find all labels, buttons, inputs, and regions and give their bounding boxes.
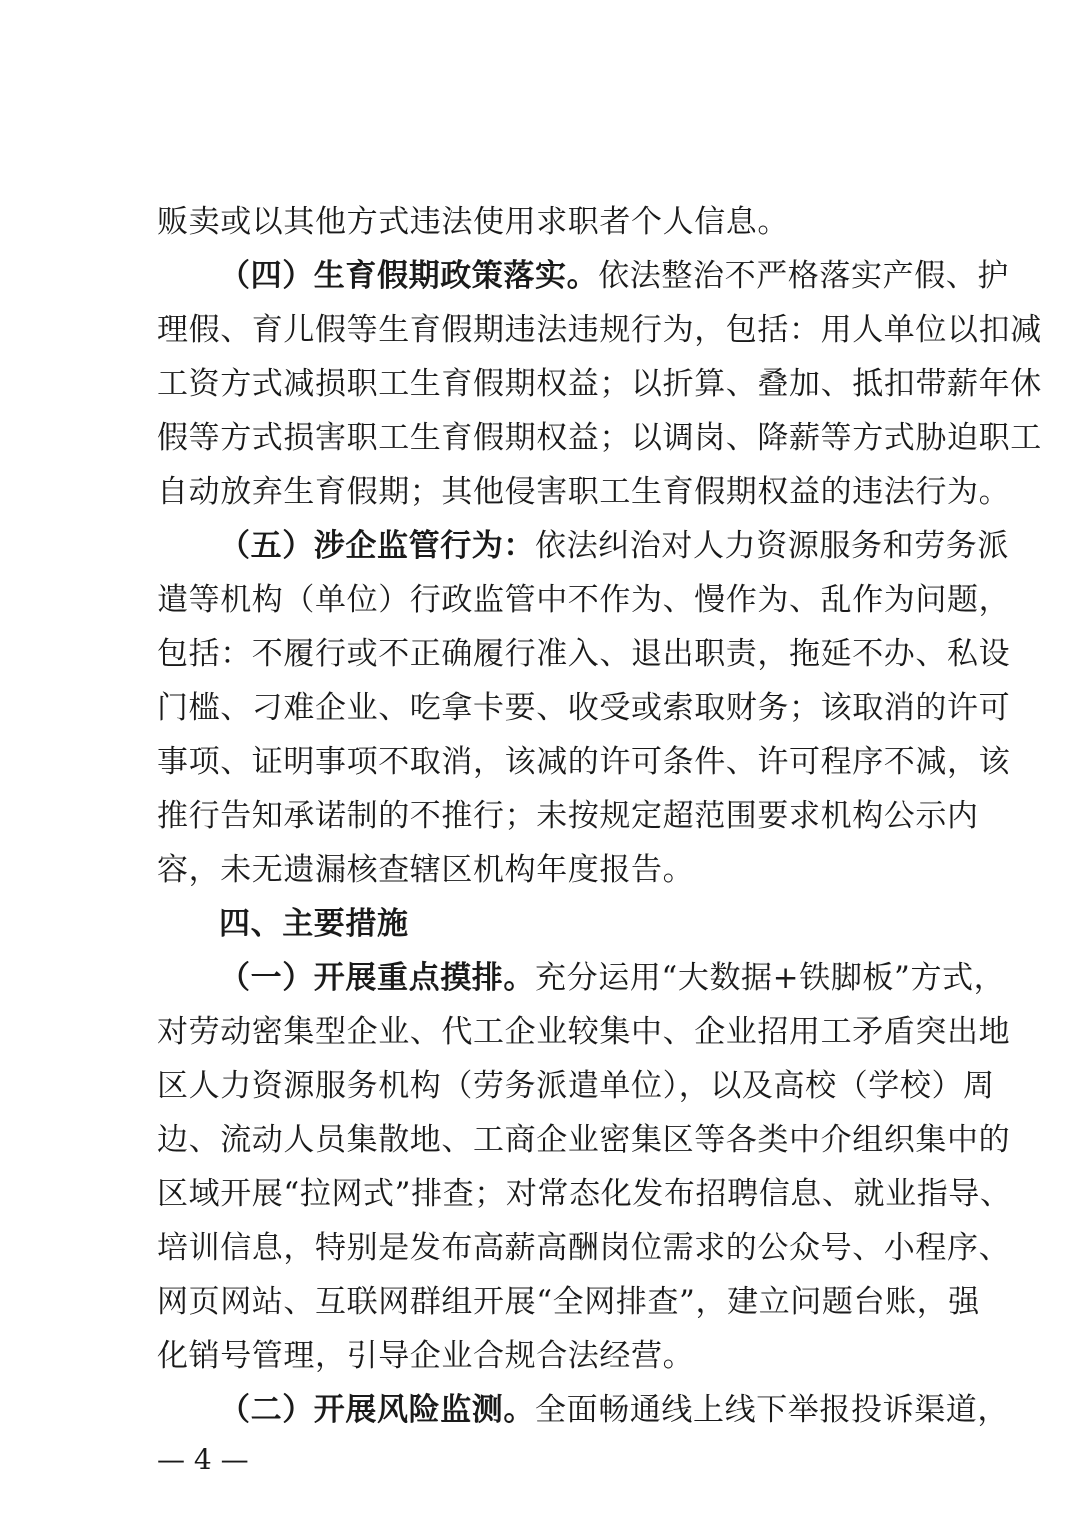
- text-line: 区域开展“拉网式”排查；对常态化发布招聘信息、就业指导、: [157, 1176, 1012, 1212]
- text-line: 理假、育儿假等生育假期违法违规行为，包括：用人单位以扣减: [157, 312, 1042, 348]
- measure-two-title: （二）开展风险监测。: [219, 1392, 535, 1428]
- paragraph-four-first-line: [219, 256, 1010, 296]
- text-line: 工资方式减损职工生育假期权益；以折算、叠加、抵扣带薪年休: [157, 366, 1042, 402]
- measure-one-title: （一）开展重点摸排。: [219, 960, 535, 996]
- text-span: 全面畅通线上线下举报投诉渠道，: [535, 1392, 1009, 1428]
- measure-two-first-line: [219, 1390, 1009, 1430]
- text-line: 包括：不履行或不正确履行准入、退出职责，拖延不办、私设: [157, 636, 1011, 672]
- paragraph-four-title: （四）生育假期政策落实。: [219, 258, 599, 294]
- text-span: 充分运用“大数据+铁脚板”方式，: [535, 960, 1006, 996]
- text-line: 事项、证明事项不取消，该减的许可条件、许可程序不减，该: [157, 744, 1011, 780]
- text-line: 推行告知承诺制的不推行；未按规定超范围要求机构公示内: [157, 798, 979, 834]
- page-number: — 4 —: [157, 1443, 249, 1476]
- text-line: 区人力资源服务机构（劳务派遣单位），以及高校（学校）周: [157, 1068, 995, 1104]
- text-line: 容，未无遗漏核查辖区机构年度报告。: [157, 852, 695, 888]
- text-line: 贩卖或以其他方式违法使用求职者个人信息。: [157, 204, 789, 240]
- text-line: 培训信息，特别是发布高薪高酬岗位需求的公众号、小程序、: [157, 1230, 1011, 1266]
- text-span: 依法纠治对人力资源服务和劳务派: [535, 528, 1009, 564]
- text-line: 对劳动密集型企业、代工企业较集中、企业招用工矛盾突出地: [157, 1014, 1011, 1050]
- text-line: 化销号管理，引导企业合规合法经营。: [157, 1338, 695, 1374]
- section-heading: 四、主要措施: [219, 906, 409, 942]
- text-span: 依法整治不严格落实产假、护: [598, 258, 1010, 294]
- text-line: 门槛、刁难企业、吃拿卡要、收受或索取财务；该取消的许可: [157, 690, 1011, 726]
- text-line: 边、流动人员集散地、工商企业密集区等各类中介组织集中的: [157, 1122, 1011, 1158]
- text-line: 网页网站、互联网群组开展“全网排查”，建立问题台账，强: [157, 1284, 980, 1320]
- measure-one-first-line: [219, 958, 1006, 998]
- text-line: 自动放弃生育假期；其他侵害职工生育假期权益的违法行为。: [157, 474, 1011, 510]
- paragraph-five-first-line: [219, 526, 1009, 566]
- text-line: 遣等机构（单位）行政监管中不作为、慢作为、乱作为问题，: [157, 582, 1011, 618]
- paragraph-five-title: （五）涉企监管行为：: [219, 528, 535, 564]
- text-line: 假等方式损害职工生育假期权益；以调岗、降薪等方式胁迫职工: [157, 420, 1042, 456]
